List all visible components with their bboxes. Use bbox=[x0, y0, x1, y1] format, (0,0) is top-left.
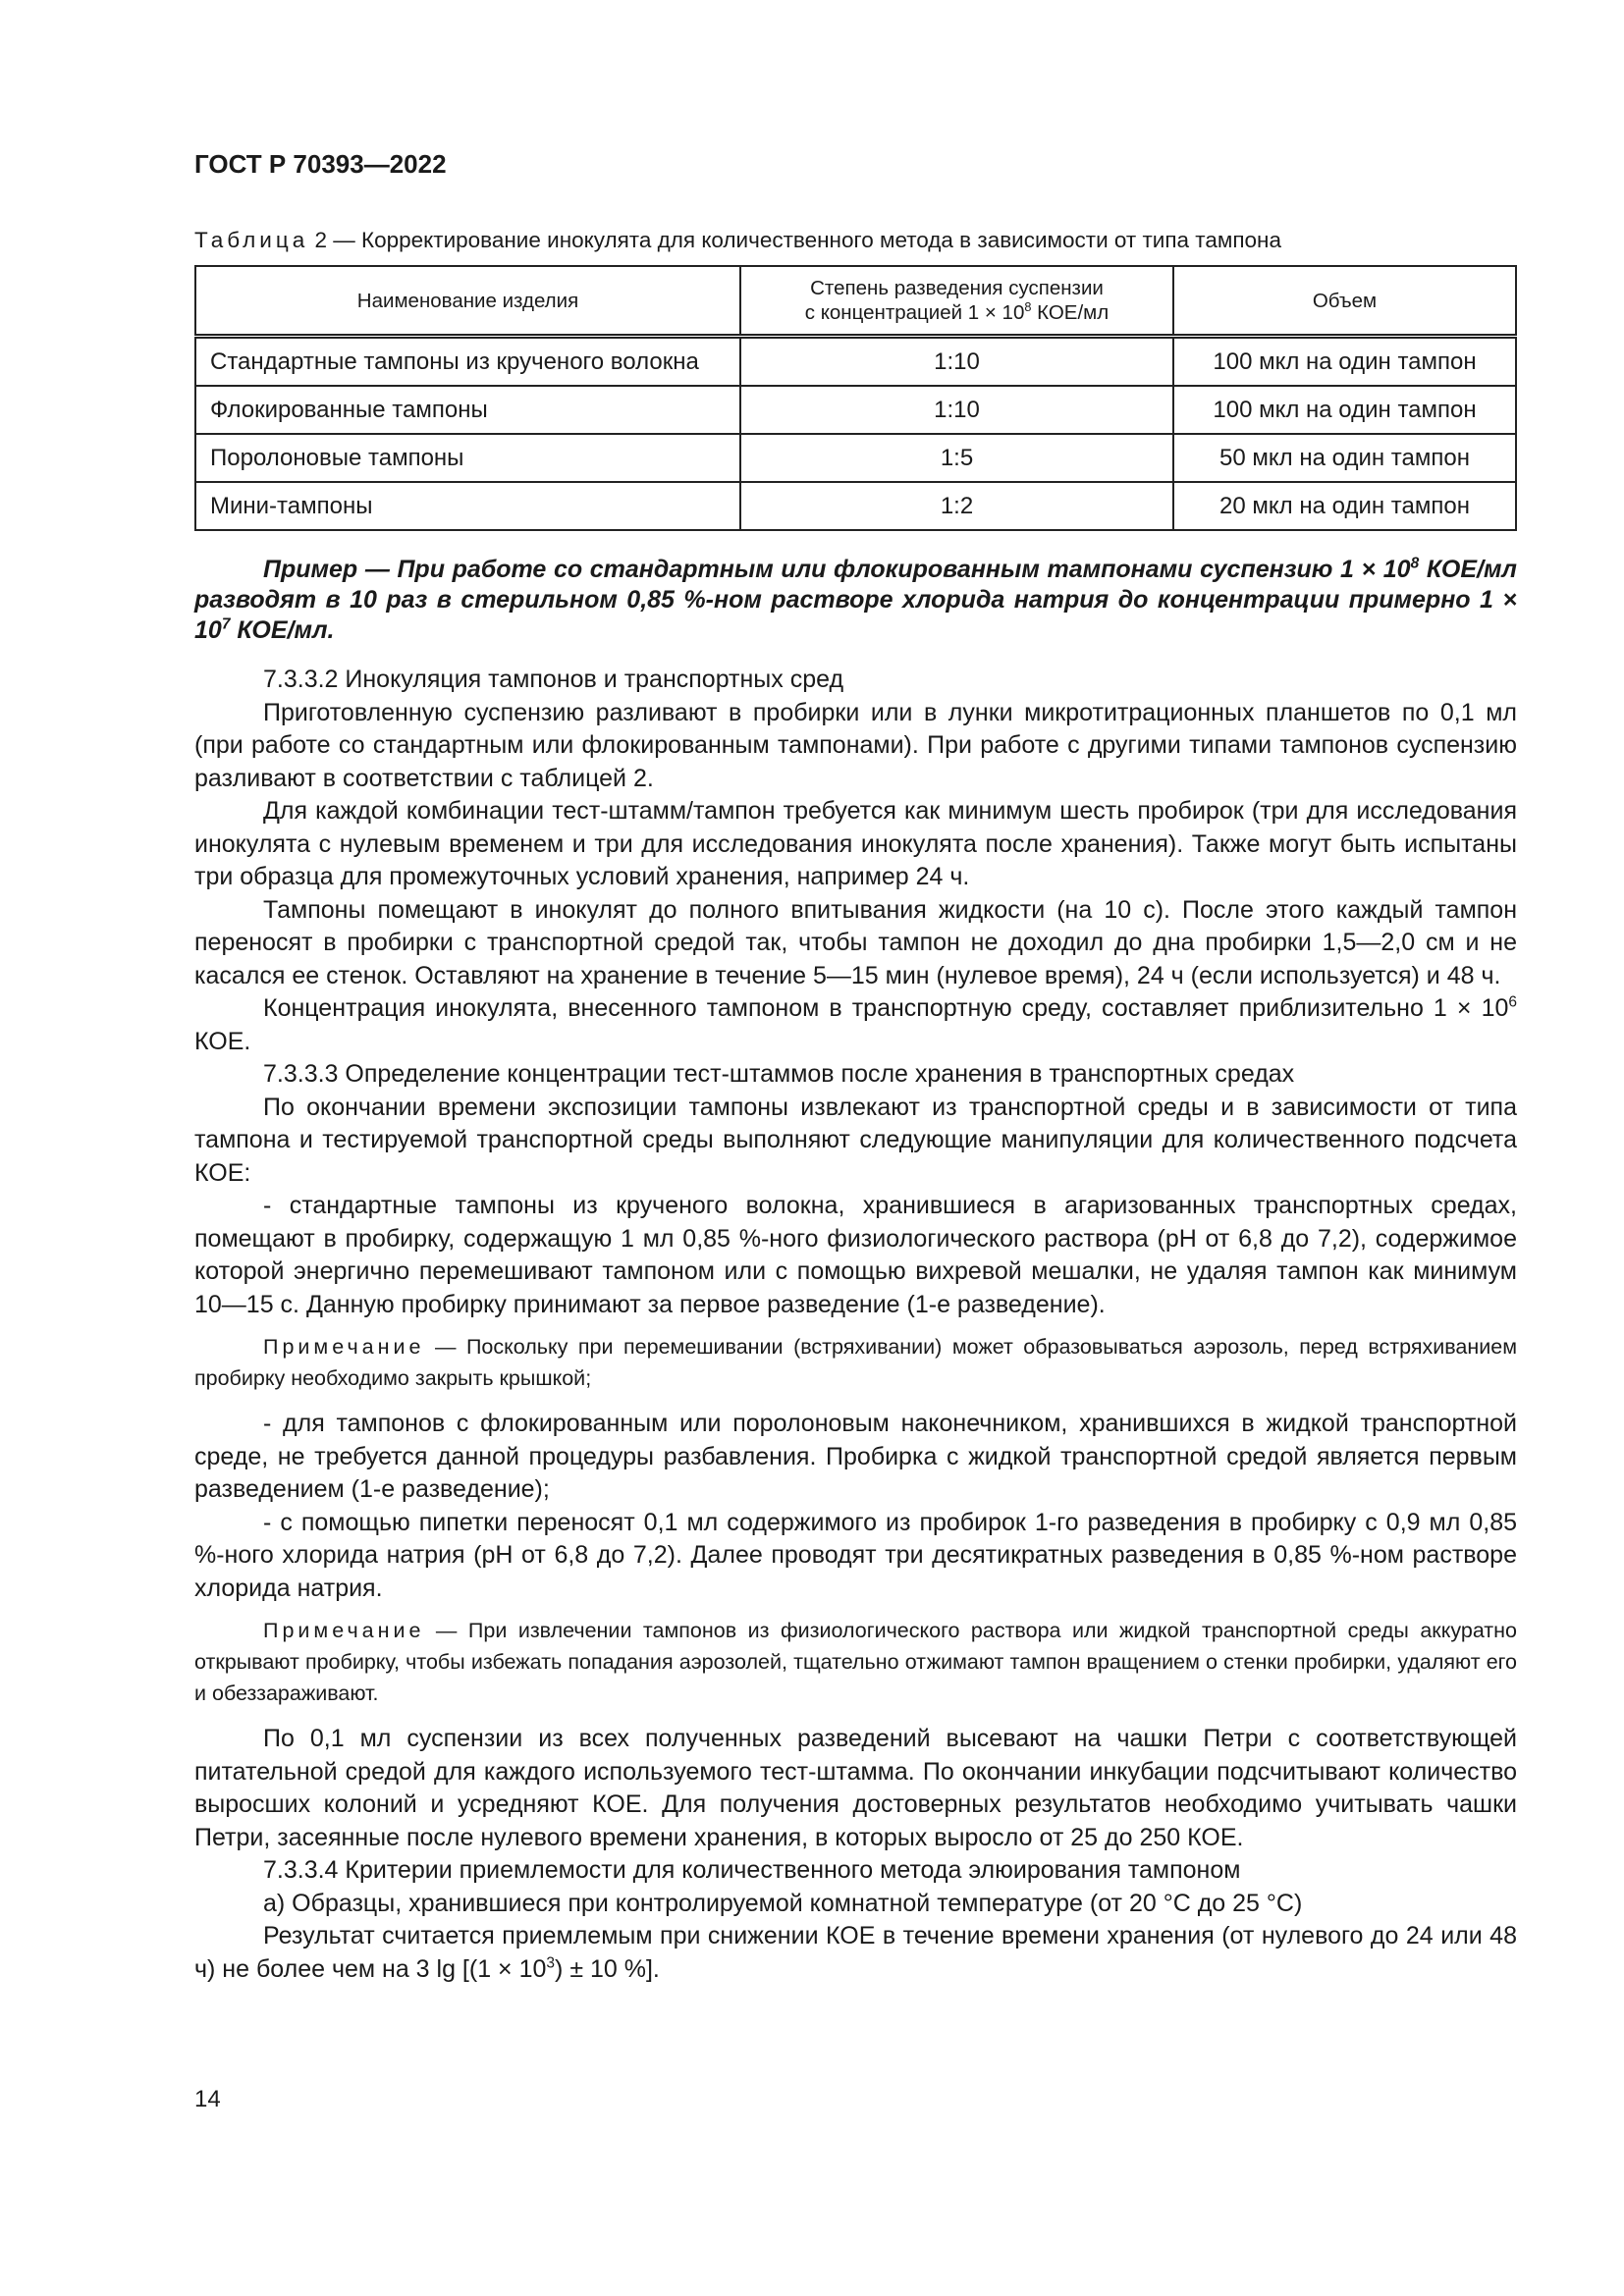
paragraph-text: КОЕ. bbox=[194, 1027, 251, 1055]
paragraph: Тампоны помещают в инокулят до полного впитывания жидкости (на 10 с). После этого каждый тампон переносят в пробирки с транспортной средой так, чтобы тампон не доходил до дна пробирки 1,5—2,0 см и не касался ее стенок. Оставляют на хранение в течение 5—15 мин (нулевое время), 24 ч (если используется) и 48 ч. bbox=[194, 895, 1517, 989]
paragraph: По окончании времени экспозиции тампоны извлекают из транспортной среды и в зависимости от типа тампона и тестируемой транспортной среды выполняют следующие манипуляции для количественного подсчета КОЕ: bbox=[194, 1093, 1517, 1187]
caption-text: 2 — Корректирование инокулята для количественного метода в зависимости от типа тампона bbox=[308, 228, 1281, 252]
paragraph-text: ) ± 10 %]. bbox=[555, 1954, 660, 1983]
paragraph-text: Результат считается приемлемым при снижении КОЕ в течение времени хранения (от нулевого до 24 или 48 ч) не более чем на 3 lg [(1 × 10 bbox=[194, 1922, 1517, 1983]
document-header: ГОСТ Р 70393—2022 bbox=[194, 149, 447, 179]
table-caption bbox=[194, 228, 1517, 253]
cell-name: Флокированные тампоны bbox=[195, 386, 740, 434]
exponent: 3 bbox=[546, 1954, 556, 1972]
header-dilution-exp: 8 bbox=[1024, 299, 1032, 315]
caption-word: Таблица bbox=[194, 228, 309, 252]
header-dilution-unit: КОЕ/мл bbox=[1031, 301, 1110, 324]
cell-volume: 20 мкл на один тампон bbox=[1173, 482, 1516, 530]
cell-dilution: 1:2 bbox=[740, 482, 1173, 530]
note bbox=[194, 1331, 1517, 1394]
section-7-3-3-4: 7.3.3.4 Критерии приемлемости для количественного метода элюирования тампоном bbox=[263, 1856, 1241, 1884]
cell-dilution: 1:10 bbox=[740, 386, 1173, 434]
page-number: 14 bbox=[194, 2086, 221, 2112]
page-content bbox=[194, 228, 1517, 1986]
paragraph: По 0,1 мл суспензии из всех полученных разведений высевают на чашки Петри с соответствующей питательной средой для каждого используемого тест-штамма. По окончании инкубации подсчитывают количество выросших колоний и усредняют КОЕ. Для получения достоверных результатов необходимо учитывать чашки Петри, засеянные после нулевого времени хранения, в которых выросло от 25 до 250 КОЕ. bbox=[194, 1725, 1517, 1851]
example-paragraph bbox=[194, 555, 1517, 646]
paragraph: - для тампонов с флокированным или поролоновым наконечником, хранившихся в жидкой транспортной среде, не требуется данной процедуры разбавления. Пробирка с жидкой транспортной средой является первым разведением (1-е разведение); bbox=[194, 1410, 1517, 1503]
cell-name: Поролоновые тампоны bbox=[195, 434, 740, 482]
table-row bbox=[195, 337, 1516, 387]
example-text: КОЕ/мл разводят в 10 раз в стерильном 0,85 %-ном растворе хлорида натрия до концентрации примерно 1 × 10 bbox=[194, 556, 1517, 644]
paragraph: Приготовленную суспензию разливают в пробирки или в лунки микротитрационных планшетов по 0,1 мл (при работе со стандартным или флокированным тампонами). При работе с другими типами тампонов суспензию разливают в соответствии с таблицей 2. bbox=[194, 698, 1517, 792]
paragraph: Для каждой комбинации тест-штамм/тампон требуется как минимум шесть пробирок (три для исследования инокулята с нулевым временем и три для исследования инокулята после хранения). Также могут быть испытаны три образца для промежуточных условий хранения, например 24 ч. bbox=[194, 797, 1517, 890]
inoculum-table bbox=[194, 265, 1517, 531]
note-text: — При извлечении тампонов из физиологического раствора или жидкой транспортной среды аккуратно открывают пробирку, чтобы избежать попадания аэрозолей, тщательно отжимают тампон вращением о стенки пробирки, удаляют его и обеззараживают. bbox=[194, 1619, 1517, 1705]
example-exp: 7 bbox=[221, 615, 231, 633]
header-dilution-line1: Степень разведения суспензии bbox=[810, 277, 1104, 299]
header-volume: Объем bbox=[1173, 266, 1516, 337]
paragraph: а) Образцы, хранившиеся при контролируемой комнатной температуре (от 20 °С до 25 °С) bbox=[263, 1889, 1303, 1917]
paragraph: - стандартные тампоны из крученого волокна, хранившиеся в агаризованных транспортных средах, помещают в пробирку, содержащую 1 мл 0,85 %-ного физиологического раствора (pH от 6,8 до 7,2), содержимое которой энергично перемешивают тампоном или с помощью вихревой мешалки, не удаляя тампон как минимум 10—15 с. Данную пробирку принимают за первое разведение (1-е разведение). bbox=[194, 1192, 1517, 1318]
cell-dilution: 1:10 bbox=[740, 337, 1173, 387]
paragraph: - с помощью пипетки переносят 0,1 мл содержимого из пробирок 1-го разведения в пробирку с 0,9 мл 0,85 %-ного хлорида натрия (pH от 6,8 до 7,2). Далее проводят три десятикратных разведения в 0,85 %-ном растворе хлорида натрия. bbox=[194, 1508, 1517, 1602]
section-7-3-3-3: 7.3.3.3 Определение концентрации тест-штаммов после хранения в транспортных средах bbox=[263, 1060, 1295, 1088]
table-row bbox=[195, 482, 1516, 530]
note-label: Примечание bbox=[263, 1335, 425, 1359]
cell-volume: 50 мкл на один тампон bbox=[1173, 434, 1516, 482]
section-7-3-3-2: 7.3.3.2 Инокуляция тампонов и транспортных сред bbox=[263, 666, 844, 693]
example-exp: 8 bbox=[1410, 555, 1420, 572]
table-row bbox=[195, 434, 1516, 482]
table-row bbox=[195, 386, 1516, 434]
example-text: Пример — При работе со стандартным или флокированным тампонами суспензию 1 × 10 bbox=[263, 556, 1411, 583]
example-text: КОЕ/мл. bbox=[230, 616, 335, 644]
exponent: 6 bbox=[1508, 993, 1517, 1011]
cell-volume: 100 мкл на один тампон bbox=[1173, 337, 1516, 387]
paragraph-text: Концентрация инокулята, внесенного тампоном в транспортную среду, составляет приблизительно 1 × 10 bbox=[263, 994, 1509, 1022]
paragraph bbox=[194, 1920, 1517, 1986]
note-text: — Поскольку при перемешивании (встряхивании) может образовываться аэрозоль, перед встряхиванием пробирку необходимо закрыть крышкой; bbox=[194, 1335, 1517, 1390]
note bbox=[194, 1615, 1517, 1709]
paragraph bbox=[194, 992, 1517, 1058]
cell-name: Стандартные тампоны из крученого волокна bbox=[195, 337, 740, 387]
header-name: Наименование изделия bbox=[195, 266, 740, 337]
cell-volume: 100 мкл на один тампон bbox=[1173, 386, 1516, 434]
cell-dilution: 1:5 bbox=[740, 434, 1173, 482]
cell-name: Мини-тампоны bbox=[195, 482, 740, 530]
table-header-row bbox=[195, 266, 1516, 337]
header-dilution-line2: с концентрацией 1 × 10 bbox=[804, 301, 1025, 324]
header-dilution bbox=[740, 266, 1173, 337]
note-label: Примечание bbox=[263, 1619, 425, 1642]
